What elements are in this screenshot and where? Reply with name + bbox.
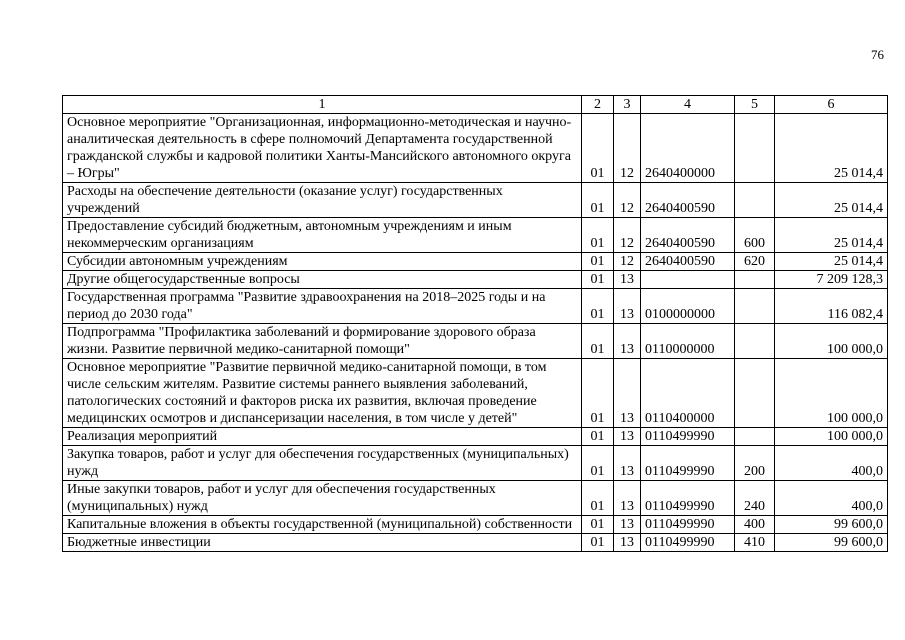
cell-amount: 7 209 128,3: [775, 271, 888, 289]
column-header: 1: [63, 96, 582, 114]
cell-section: 01: [582, 428, 614, 446]
cell-target-article: 0110499990: [641, 534, 735, 552]
table-row: [63, 534, 888, 552]
cell-subsection: 12: [614, 218, 641, 253]
cell-target-article: 2640400590: [641, 253, 735, 271]
table-row: [63, 324, 888, 359]
cell-subsection: 13: [614, 534, 641, 552]
cell-subsection: 13: [614, 359, 641, 428]
table-row: [63, 359, 888, 428]
cell-section: 01: [582, 114, 614, 183]
cell-target-article: 0110499990: [641, 481, 735, 516]
table-row: [63, 218, 888, 253]
cell-subsection: 13: [614, 446, 641, 481]
cell-expense-type: [735, 428, 775, 446]
table-row: [63, 481, 888, 516]
cell-section: 01: [582, 481, 614, 516]
cell-expense-type: 200: [735, 446, 775, 481]
cell-expense-type: [735, 289, 775, 324]
cell-section: 01: [582, 446, 614, 481]
cell-amount: 25 014,4: [775, 218, 888, 253]
table-row: [63, 183, 888, 218]
column-header: 2: [582, 96, 614, 114]
cell-section: 01: [582, 359, 614, 428]
table-row: [63, 446, 888, 481]
cell-subsection: 13: [614, 324, 641, 359]
cell-expense-type: 410: [735, 534, 775, 552]
cell-amount: 400,0: [775, 481, 888, 516]
table-row: [63, 516, 888, 534]
cell-name: Предоставление субсидий бюджетным, автономным учреждениям и иным некоммерческим организациям: [63, 218, 582, 253]
cell-target-article: [641, 271, 735, 289]
cell-section: 01: [582, 218, 614, 253]
cell-name: Реализация мероприятий: [63, 428, 582, 446]
budget-table: [62, 95, 888, 552]
cell-target-article: 0110400000: [641, 359, 735, 428]
table-row: [63, 114, 888, 183]
cell-target-article: 2640400000: [641, 114, 735, 183]
cell-target-article: 2640400590: [641, 218, 735, 253]
table-row: [63, 289, 888, 324]
cell-name: Капитальные вложения в объекты государственной (муниципальной) собственности: [63, 516, 582, 534]
cell-name: Закупка товаров, работ и услуг для обеспечения государственных (муниципальных) нужд: [63, 446, 582, 481]
cell-amount: 116 082,4: [775, 289, 888, 324]
cell-name: Государственная программа "Развитие здравоохранения на 2018–2025 годы и на период до 2030 года": [63, 289, 582, 324]
table-row: [63, 428, 888, 446]
cell-expense-type: [735, 183, 775, 218]
cell-expense-type: 600: [735, 218, 775, 253]
cell-section: 01: [582, 516, 614, 534]
cell-subsection: 13: [614, 516, 641, 534]
table-row: [63, 271, 888, 289]
cell-subsection: 12: [614, 253, 641, 271]
cell-section: 01: [582, 534, 614, 552]
cell-expense-type: 240: [735, 481, 775, 516]
cell-section: 01: [582, 183, 614, 218]
cell-subsection: 13: [614, 481, 641, 516]
table-header-row: [63, 96, 888, 114]
cell-amount: 99 600,0: [775, 516, 888, 534]
column-header: 6: [775, 96, 888, 114]
cell-section: 01: [582, 324, 614, 359]
cell-amount: 100 000,0: [775, 428, 888, 446]
cell-amount: 25 014,4: [775, 183, 888, 218]
cell-subsection: 13: [614, 428, 641, 446]
cell-name: Основное мероприятие "Организационная, информационно-методическая и научно-аналитическая деятельность в сфере полномочий Департамента государственной гражданской службы и кадровой политики Ханты-Мансийского автономного округа – Югры": [63, 114, 582, 183]
cell-subsection: 13: [614, 289, 641, 324]
column-header: 3: [614, 96, 641, 114]
cell-target-article: 2640400590: [641, 183, 735, 218]
cell-target-article: 0110499990: [641, 516, 735, 534]
cell-expense-type: 620: [735, 253, 775, 271]
cell-section: 01: [582, 289, 614, 324]
cell-amount: 400,0: [775, 446, 888, 481]
cell-expense-type: [735, 114, 775, 183]
cell-name: Субсидии автономным учреждениям: [63, 253, 582, 271]
cell-expense-type: [735, 271, 775, 289]
cell-name: Иные закупки товаров, работ и услуг для обеспечения государственных (муниципальных) нужд: [63, 481, 582, 516]
cell-amount: 99 600,0: [775, 534, 888, 552]
cell-target-article: 0100000000: [641, 289, 735, 324]
cell-name: Бюджетные инвестиции: [63, 534, 582, 552]
cell-target-article: 0110000000: [641, 324, 735, 359]
cell-subsection: 12: [614, 114, 641, 183]
cell-name: Другие общегосударственные вопросы: [63, 271, 582, 289]
cell-expense-type: [735, 359, 775, 428]
page-number: 76: [871, 47, 884, 62]
column-header: 4: [641, 96, 735, 114]
table-body: [63, 114, 888, 552]
cell-expense-type: [735, 324, 775, 359]
cell-amount: 100 000,0: [775, 359, 888, 428]
cell-target-article: 0110499990: [641, 428, 735, 446]
column-header: 5: [735, 96, 775, 114]
cell-target-article: 0110499990: [641, 446, 735, 481]
cell-subsection: 13: [614, 271, 641, 289]
cell-amount: 100 000,0: [775, 324, 888, 359]
cell-subsection: 12: [614, 183, 641, 218]
cell-section: 01: [582, 271, 614, 289]
cell-section: 01: [582, 253, 614, 271]
cell-name: Расходы на обеспечение деятельности (оказание услуг) государственных учреждений: [63, 183, 582, 218]
cell-amount: 25 014,4: [775, 114, 888, 183]
cell-expense-type: 400: [735, 516, 775, 534]
cell-amount: 25 014,4: [775, 253, 888, 271]
cell-name: Подпрограмма "Профилактика заболеваний и формирование здорового образа жизни. Развитие первичной медико-санитарной помощи": [63, 324, 582, 359]
table-row: [63, 253, 888, 271]
cell-name: Основное мероприятие "Развитие первичной медико-санитарной помощи, в том числе сельским жителям. Развитие системы раннего выявления заболеваний, патологических состояний и факторов риска их развития, включая проведение медицинских осмотров и диспансеризации населения, в том числе у детей": [63, 359, 582, 428]
